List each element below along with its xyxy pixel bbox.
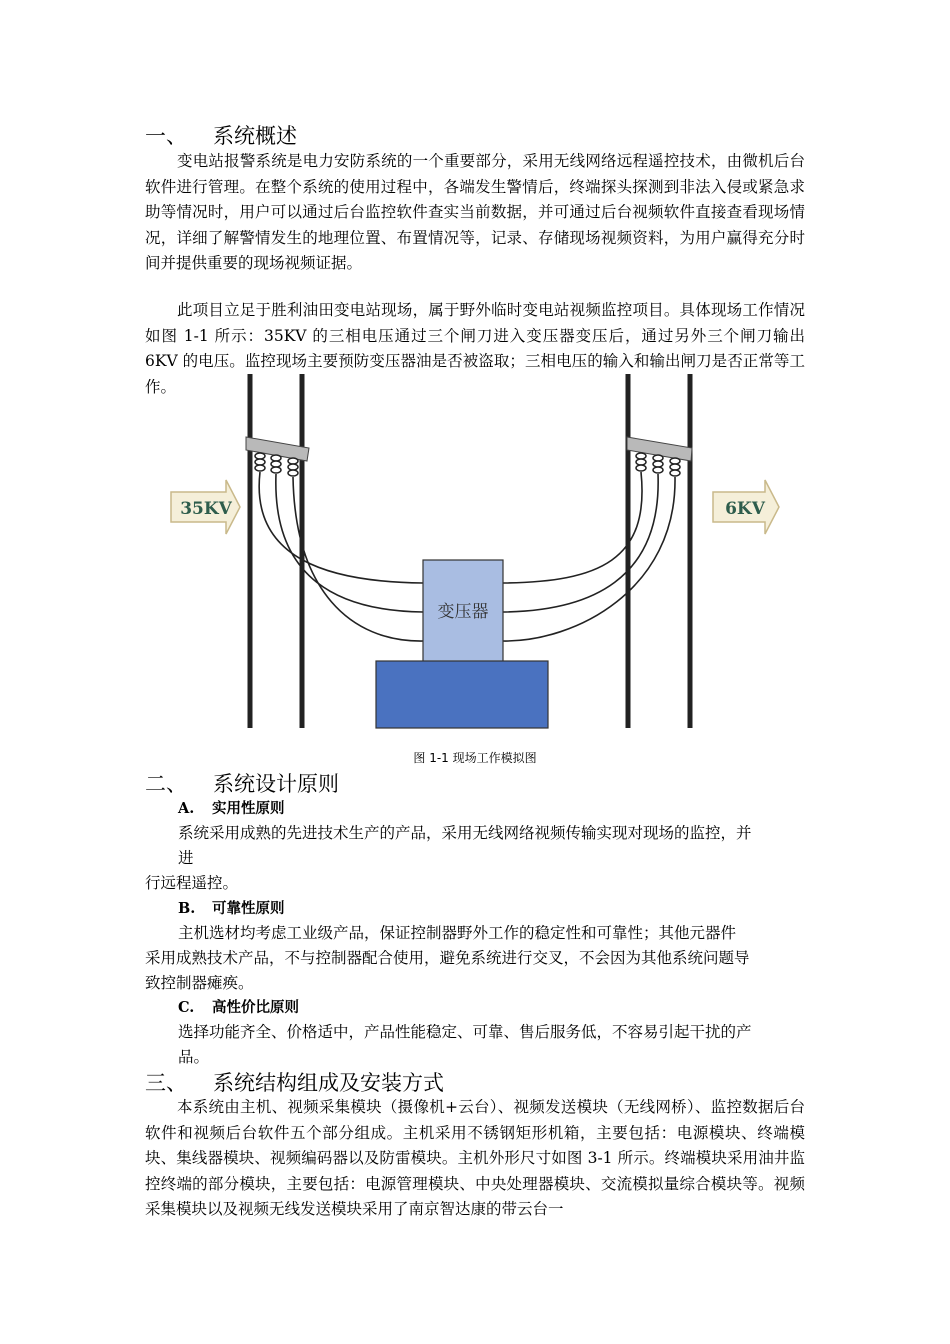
overview-paragraph-2: 此项目立足于胜利油田变电站现场，属于野外临时变电站视频监控项目。具体现场工作情况如图 1-1 所示：35KV 的三相电压通过三个闸刀进入变压器变压后，通过另外三个闸刀输出 6KV 的电压。监控现场主要预防变压器油是否被盗取；三相电压的输入和输出闸刀是否正常等工作。 [145, 301, 805, 396]
principle-heading-b [178, 899, 285, 919]
transformer-base [376, 661, 548, 728]
section-title: 系统设计原则 [213, 772, 339, 796]
principle-a-line-2: 进 [178, 849, 194, 867]
principle-b-line-1: 主机选材均考虑工业级产品，保证控制器野外工作的稳定性和可靠性；其他元器件 [178, 924, 737, 942]
principle-c-line-2: 品。 [178, 1048, 210, 1066]
principle-label: B. [178, 900, 196, 917]
figure-caption: 图 1-1 现场工作模拟图 [413, 751, 537, 765]
section-title: 系统结构组成及安装方式 [213, 1071, 444, 1095]
section-title: 系统概述 [213, 124, 297, 148]
structure-paragraph: 本系统由主机、视频采集模块（摄像机+云台）、视频发送模块（无线网桥）、监控数据后台软件和视频后台软件五个部分组成。主机采用不锈钢矩形机箱，主要包括：电源模块、终端模块、集线器模块、视频编码器以及防雷模块。主机外形尺寸如图 3-1 所示。终端模块采用油井监控终端的部分模块，主要包括：电源管理模块、中央处理器模块、交流模拟量综合模块等。视频采集模块以及视频无线发送模块采用了南京智达康的带云台一 [145, 1098, 805, 1218]
input-wires [259, 472, 423, 641]
principle-a-line-3: 行远程遥控。 [145, 874, 239, 892]
principle-title: 高性价比原则 [212, 1000, 299, 1016]
input-voltage-label: 35KV [180, 499, 232, 519]
principle-title: 可靠性原则 [212, 901, 285, 917]
transformer-label: 变压器 [437, 602, 489, 622]
principle-heading-c [178, 998, 299, 1018]
principle-c-line-1: 选择功能齐全、价格适中，产品性能稳定、可靠、售后服务低，不容易引起干扰的产 [178, 1023, 752, 1041]
principle-label: A. [178, 800, 195, 817]
section-heading-3 [145, 1071, 444, 1095]
output-wires [503, 472, 675, 641]
section-heading-2 [145, 772, 339, 796]
principle-title: 实用性原则 [212, 801, 285, 817]
principle-label: C. [178, 999, 195, 1016]
principle-heading-a [178, 799, 285, 819]
principle-a-line-1: 系统采用成熟的先进技术生产的产品，采用无线网络视频传输实现对现场的监控，并 [178, 824, 752, 842]
output-voltage-label: 6KV [725, 499, 765, 519]
principle-b-line-2: 采用成熟技术产品，不与控制器配合使用，避免系统进行交叉，不会因为其他系统问题导 [145, 949, 750, 967]
section-number: 二、 [145, 772, 187, 796]
section-number: 三、 [145, 1071, 187, 1095]
principle-b-line-3: 致控制器瘫痪。 [145, 974, 254, 992]
section-number: 一、 [145, 124, 187, 148]
overview-paragraph-1: 变电站报警系统是电力安防系统的一个重要部分，采用无线网络远程遥控技术，由微机后台软件进行管理。在整个系统的使用过程中，各端发生警情后，终端探头探测到非法入侵或紧急求助等情况时，用户可以通过后台监控软件查实当前数据，并可通过后台视频软件直接查看现场情况，详细了解警情发生的地理位置、布置情况等，记录、存储现场视频资料，为用户赢得充分时间并提供重要的现场视频证据。 [145, 152, 805, 272]
